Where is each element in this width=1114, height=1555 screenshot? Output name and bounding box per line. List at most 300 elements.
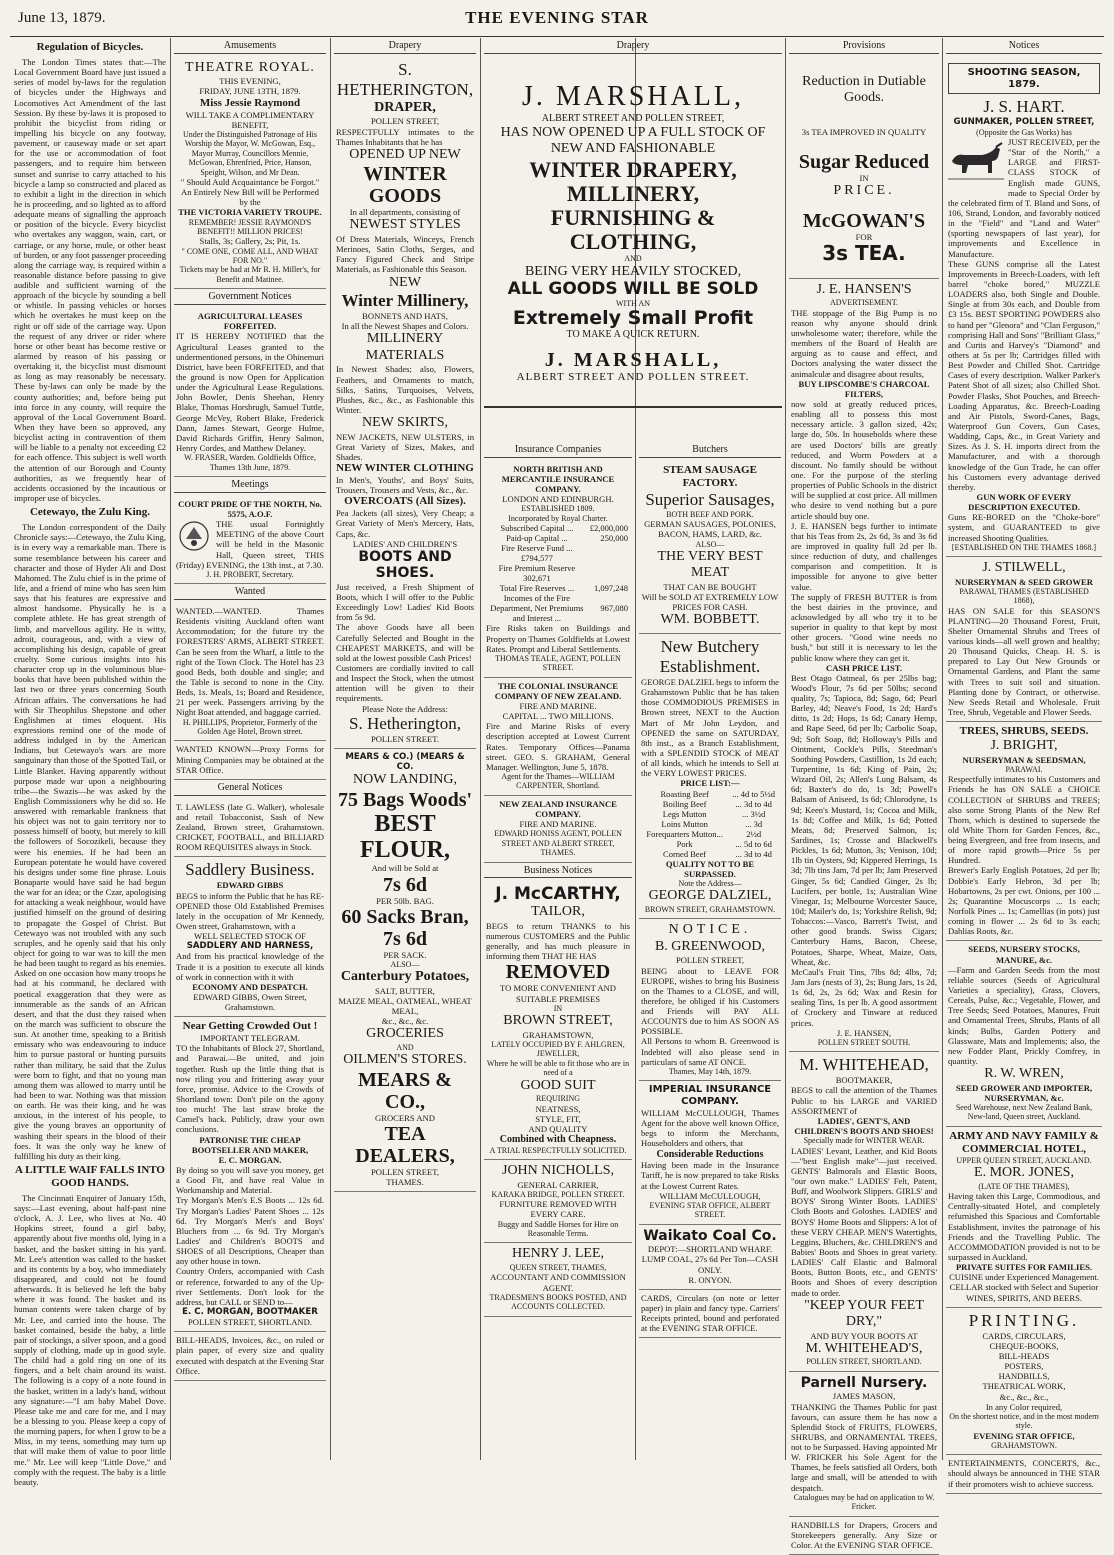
advert-line: PARAWAI, THAMES (ESTABLISHED 1868), xyxy=(959,586,1089,606)
advert-line: PATRONISE THE CHEAP BOOTSELLER AND MAKER, xyxy=(191,1134,309,1155)
advert-line: NEW xyxy=(389,274,421,290)
section-heading: Provisions xyxy=(789,40,939,54)
advert-line: LADIES' AND CHILDREN'S xyxy=(352,538,458,549)
waikato-coal-advert xyxy=(639,1225,781,1290)
column-divider xyxy=(330,38,331,1460)
advert-text: BEGS to call the attention of the Thames Public to his LARGE and VARIED ASSORTMENT of xyxy=(791,1085,937,1116)
advert-line: Sugar Reduced xyxy=(798,150,930,173)
advert-line: CAPITAL ... TWO MILLIONS. xyxy=(502,711,614,722)
table-cell: ... 4d to 5½d xyxy=(732,788,776,799)
advert-text: HAS NOW OPENED UP A FULL STOCK OF NEW AND FASHIONABLE xyxy=(500,124,766,157)
table-cell: Subscribed Capital ... xyxy=(500,523,574,534)
advert-text: BILL-HEADS, Invoices, &c., on ruled or plain paper, of every size and quality executed with despatch at the Evening Star Office. xyxy=(176,1335,324,1376)
issue-date: June 13, 1879. xyxy=(18,10,106,26)
advert-title: NORTH BRITISH AND MERCANTILE INSURANCE COMPANY. xyxy=(501,463,615,495)
table-row xyxy=(486,583,630,593)
column-divider xyxy=(170,38,171,1460)
advert-line: 60 Sacks Bran, xyxy=(341,905,469,928)
greenwood-notice xyxy=(639,919,781,1081)
advert-text: RESPECTFULLY intimates to the Thames Inhabitants that he has xyxy=(336,126,474,147)
table-cell: Fire Reserve Fund ... £794,577 xyxy=(501,543,573,564)
saddlery-advert xyxy=(174,857,326,1017)
hansen-advert xyxy=(789,279,939,1053)
table-cell: ... 3d to 4d xyxy=(735,798,772,809)
advert-line: Tickets may be had at Mr R. H. Miller's, for Benefit and Matinee. xyxy=(179,265,321,284)
advert-line: DRAPER, xyxy=(374,99,436,115)
advert-line: On the shortest notice, and in the most modern style. xyxy=(949,1411,1099,1431)
advert-line: Please Note the Address: xyxy=(362,703,448,714)
advert-line: GUNMAKER, POLLEN STREET, xyxy=(953,117,1095,128)
advert-line: REQUIRING xyxy=(536,1094,580,1104)
advert-line: THE VERY BEST MEAT xyxy=(657,548,763,581)
advert-text: Try Morgan's Men's E.S Boots ... 12s 6d. Try Morgan's Ladies' Patent Shoes ... 12s 6d. Try Morgan's Men's and Boys' Bluchers from ... 6s 9d. Try Morgan's Ladies' and Children's BOOTS and SHOES of all Descriptions, Cheaper than any other house in town. xyxy=(176,1195,324,1267)
advert-line: SEED GROWER AND IMPORTER, NURSERYMAN, &c. xyxy=(955,1082,1093,1103)
advert-title: S. HETHERINGTON, xyxy=(336,59,474,99)
nicholls-carrier-advert xyxy=(484,1160,632,1243)
advert-signature: M. WHITEHEAD'S, xyxy=(805,1340,923,1356)
advert-line: Where he will be able to fit those who are in need of a xyxy=(486,1058,630,1078)
advert-line: ALSO— xyxy=(390,959,420,969)
table-cell: Pork xyxy=(676,838,693,849)
table-row xyxy=(641,799,779,809)
advert-text: now sold at greatly reduced prices, enabling all to possess this most necessary article. 3 gallon sized, 42s; large do, 50s. In households where these are used Doctors' bills are greatly reduced, and Worm Powders at a discount. No family should be without one. For the purpose of the sterling properties of Public Schools in the district will be supplied at cost price. All millmen who desire to vend nothing but a pure article should buy one. xyxy=(791,398,937,521)
advert-text: Customers are cordially invited to call and Inspect the Stock, when the utmost attention will be given to their requirements. xyxy=(336,663,474,704)
advert-line: BROWN STREET, GRAHAMSTOWN. xyxy=(644,904,776,914)
advert-signature: WILLIAM McCULLOUGH, xyxy=(659,1190,761,1201)
advert-title: TREES, SHRUBS, SEEDS. xyxy=(959,725,1089,738)
advert-line: GENERAL CARRIER, xyxy=(517,1179,599,1190)
advert-line: AND BUY YOUR BOOTS AT xyxy=(810,1330,918,1341)
advert-line: NEW WINTER CLOTHING xyxy=(336,462,474,475)
advert-line: 3s TEA IMPROVED IN QUALITY xyxy=(801,126,927,137)
advert-line: 3s TEA. xyxy=(822,240,906,265)
advert-text: HAS ON SALE for this SEASON'S PLANTING—20 Thousand Forest, Fruit, Shelter Ornamental Shrubs and Trees of various kinds—all well grown and healthy; 20 Thousand Quicks, Cheap. H. S. is prepared to Lay Out New Grounds or Ornamental Gardens, and Plant the same with Trees to suit soil and situation. Planting done by Contract, or otherwise. New Seeds Retail and Wholesale. Fruit Tree, Shrub, Vegetable and Flower Seeds. xyxy=(948,605,1100,718)
section-heading: Drapery xyxy=(484,40,782,54)
table-row xyxy=(641,829,779,839)
advert-line: Thames, May 14th, 1879. xyxy=(668,1066,752,1076)
advert-title: New Butchery Establishment. xyxy=(659,636,761,676)
nz-insurance-advert xyxy=(484,796,632,863)
article-text: The London Times states that:—The Local Government Board have just issued a series of model by-laws for the regulation of bicycles under the Highways and Locomotives Act Amendment of the last Session. By these by-laws it is proposed to prohibit the bicyclist from riding or impelling his bicycle on any footway, pavement, or causeway made or set apart for the use or accommodation of foot passengers, and to require him between sunset and sunrise to carry attached to his bicycle a lamp so constructed and placed as to exhibit a light in the direction in which he is proceeding, and so lighted as to afford adequate means of signalling the approach or position of the bicycle. Every bicyclist who overtakes any waggon, wain, cart, or carriage, or any horse, mule, or other beast of burden, or any foot passenger proceeding along the carriage way, is required within a reasonable distance before passing to give audible and sufficient warning of the approach of the bicycle by sounding a bell or whistle. In passing vehicles or horses which he overtakes he must keep on the right or off side of the carriage way. Upon the request of any driver or rider where horse or other beast has become restive or alarmed by reason of his passing or overtaking it, the bicyclist must dismount as long as may reasonably be necessary. These by-laws can only be made by the county authorities; and, before being put into force in any county, will require the approval of the Local Government Board. When they have been so approved, any bicyclist acting in contravention of them will be liable to a penalty not exceeding £2 for each offence. This subject is well worth the attention of our Borough and County authorities, as we frequently hear of accidents occasioned by the incautious or improper use of bicycles. xyxy=(14,56,166,504)
advert-line: MEAL, xyxy=(391,1006,419,1017)
advert-line: BEING VERY HEAVILY STOCKED, xyxy=(524,263,742,279)
advert-text: In Men's, Youths', and Boys' Suits, Trousers, Trousers and Vests, &c., &c. xyxy=(336,475,474,496)
advert-title: SEEDS, NURSERY STOCKS, MANURE, &c. xyxy=(968,944,1080,965)
table-row xyxy=(641,819,779,829)
advert-title: Waikato Coal Co. xyxy=(643,1227,777,1244)
bootmaker-advert xyxy=(174,1017,326,1332)
advert-line: NEATNESS, xyxy=(535,1103,581,1114)
advert-line: IN xyxy=(859,172,869,183)
handbills-advert xyxy=(789,1517,939,1555)
advert-signature: THOMAS TEALE, AGENT, POLLEN STREET. xyxy=(495,653,621,673)
lee-accountant-advert xyxy=(484,1243,632,1316)
column-provisions xyxy=(789,38,939,1550)
advert-line: GOOD SUIT xyxy=(520,1077,596,1093)
table-row xyxy=(486,533,630,543)
advert-text: Pea Jackets (all sizes), Very Cheap; a Great Variety of Men's Mercery, Hats, Caps, &c. xyxy=(336,508,474,539)
section-heading: Butchers xyxy=(639,444,781,458)
advert-line: THIS EVENING, xyxy=(219,76,281,87)
advert-line: FURNITURE REMOVED WITH EVERY CARE. xyxy=(499,1199,617,1220)
advert-line: TEA DEALERS, xyxy=(355,1123,455,1168)
section-heading: Insurance Companies xyxy=(484,444,632,458)
tobacconist-advert xyxy=(174,799,326,858)
advert-line: ALL GOODS WILL BE SOLD xyxy=(507,279,759,300)
advert-title: Parnell Nursery. xyxy=(800,1374,928,1391)
advert-text: JUST RECEIVED, per the "Star of the North," a LARGE and FIRST-CLASS STOCK of English made GUNS, made to Special Order by the celebrated firm of T. Bland and Sons, of 106, Strand, London, and favorably noticed in the "Field" and "Land and Water" (sporting newspapers of last year), for improvements and Excellence in Manufacture. xyxy=(948,137,1100,259)
column-divider xyxy=(480,38,481,1460)
advert-line: IN xyxy=(553,1003,563,1013)
advert-title: PRINTING. xyxy=(968,1310,1080,1330)
article-text: The London correspondent of the Daily Chronicle says:—Cetewayo, the Zulu King, is in every way a remarkable man. There is some resemblance between his career and character and those of Hyder Ali and Dost Mahomed. The Zulu chief is in the prime of life, and a friend of mine who has seen him says that his features are expressive and almost handsome. Physically he is a complete athlete. He has great strength of limb, and marvellous agility. He is witty, adroit, courageous, and, with a view of accomplishing his design, capable of great cruelty. Some curious insights into his character crop up in the voluminous blue-books that have been published within the last two or three years concerning South African affairs. The conversations he had with Sir Theophilus Shepstone and other Englishmen at times eloquent. His expressions remind one of the mode of address indulged in by the American Indians, but Cetewayo's wars are more sanguinary than those of the Spotted Tail, or Little Blanket. Having apparently without purpose made war upon a neighbouring tribe—the Swazis—he was asked by the English Commissioners why he did so. He answered with remarkable frankness that his object was not to gain territory nor to possess himself of booty, but merely to kill the followers of Socozikeli, because they were his enemies. If he had been an European potentate he would have covered his designs under some fine phrase. Louis Bonaparte would have said he had begun the war for an idea; or the Czar, apologising for attacking a weak neighbour, would have justified himself on the ground of desiring to propagate the Gospel of Christ. But Cetewayo was not troubled with any such scruples, and he openly said that his only object for going to war was to kill the men he had been taught to regard as his enemies. Asked on one occasion how many troops he had at his command, he declared with poetical exaggeration that they were as innumerable as the sands of an African desert, and that the dust they raised when on the march was sufficient to obscure the sun. At another time, speaking to a British emissary who was endeavouring to induce him to pursue pastoral or hunting pursuits rather than military, he said that the Zulus were born to fight, and that no young man among them was allowed to marry until he had been to war. Nothing was that mission on earth. He was their king, and he was anxious, in the interest of his people, to give the young braves an opportunity of washing their spears in the blood of their foes. It was the only way he knew of fulfilling his duty as their king. xyxy=(14,522,166,1161)
colonial-insurance-advert xyxy=(484,678,632,796)
wanted-advert xyxy=(174,741,326,779)
advert-line: OPENED UP NEW xyxy=(349,146,461,162)
table-cell xyxy=(588,543,630,563)
advert-price: 7s 6d xyxy=(383,927,427,950)
advert-text: Brewer's Early English Potatoes, 2d per lb; Dobbie's Early Hebron, 3d per lb; Hobartowns, 2s per cwt. Onions, per 100 ... 2s; Quarantine Mocuscorps ... 1s each; Norfolk Pines ... 1s; Camellias (in pots) just coming in flower ... 2s 6d to 3s each; Dahlias Roots, &c. xyxy=(948,865,1100,937)
advert-text: —Farm and Garden Seeds from the most reliable sources (Seeds of Agricultural Varieties a speciality), Grass, Clovers, Cereals, Pulse, &c.; Vegetable, Flower, and Tree Seeds; Seed Potatoes, Manures, Fruit and Ornamental Trees, Shrubs, Plants of all kinds; Bulbs, Garden Pottery and Glassware, Mats and Implements; also, the new Fodder Plant, Prickly Comfrey, in quantity. xyxy=(948,964,1100,1067)
section-heading: Business Notices xyxy=(484,865,632,879)
advert-title: STEAM SAUSAGE FACTORY. xyxy=(663,463,757,489)
advert-text: TO the Inhabitants of Block 27, Shortland, and Parawai.—Be united, and join together. Rush up the little thing that is now riling you and frittering away your force, promise. Advice to the Crowds of Shortland town: Don't pile on the agony too much! The last straw broke the Camel's back. Publicly, draw your own conclusions. xyxy=(176,1043,324,1135)
advert-line: " COME ONE, COME ALL, AND WHAT FOR NO." xyxy=(181,246,319,266)
table-row xyxy=(486,563,630,583)
advert-line: POLLEN STREET, SHORTLAND. xyxy=(188,1317,312,1328)
advert-line: Considerable Reductions xyxy=(656,1148,764,1160)
table-cell: Roasting Beef xyxy=(660,788,709,799)
advert-line: McGOWAN'S xyxy=(802,209,926,232)
advert-text: McCaul's Fruit Tins, 7lbs 8d; 4lbs, 7d; Jam Jars (nests of 3), 2s; Bung Jars, 1s 2d, 1s 6d, 2s, 2s 6d; Wax and Resin for sealing Tins, 1s per lb. A good assortment of Crockery and Tinware at reduced prices. xyxy=(791,966,937,1028)
advert-line: CARDS, CIRCULARS, xyxy=(982,1330,1066,1341)
advert-line: BOTH BEEF AND PORK. xyxy=(666,509,754,519)
advert-signature: J. H. PROBERT, Secretary. xyxy=(206,569,294,579)
advert-text: Fire and Marine Risks of every description accepted at Lowest Current Rates. Temporary Offices—Panama street. GEO. S. GRAHAM, General Manager. Wellington, June 5, 1878. xyxy=(486,721,630,772)
advert-text: WILLIAM McCULLOUGH, Thames Agent for the above well known Office, begs to inform the Merchants, Householders and others, that xyxy=(641,1107,779,1149)
marshall-advert xyxy=(484,57,782,408)
advert-line: B. GREENWOOD, xyxy=(654,938,766,954)
advert-line: ALSO— xyxy=(695,539,725,549)
advert-line: In all departments, consisting of xyxy=(349,207,461,218)
advert-title: Reduction in Dutiable Goods. xyxy=(802,73,926,106)
advert-title: NEW ZEALAND INSURANCE COMPANY. xyxy=(499,798,617,819)
advert-line: In any Color required, xyxy=(985,1401,1063,1412)
table-row xyxy=(486,523,630,533)
advert-text: ENTERTAINMENTS, CONCERTS, &c., should always be announced in THE STAR if their promoters wish to achieve success. xyxy=(948,1458,1100,1489)
table-row xyxy=(486,543,630,563)
advert-title: J. McCARTHY, xyxy=(495,884,621,905)
advert-line: HANDBILLS, xyxy=(998,1371,1050,1382)
capital-table xyxy=(486,523,630,623)
advert-title: J. S. HART. xyxy=(983,97,1065,117)
advert-line: FRIDAY, JUNE 13TH, 1879. xyxy=(199,86,301,97)
advert-line: FIRE AND MARINE. xyxy=(519,700,597,711)
column-insurance xyxy=(484,442,632,1460)
wanted-advert xyxy=(174,603,326,741)
advert-line: CASH PRICE LIST. xyxy=(825,662,902,673)
advert-line: &c., &c., &c. xyxy=(381,1016,429,1027)
advert-text: BEGS to inform the Public that he has RE-OPENED those Old Established Premises lately in the occupation of Mr Kennedy, Owen street, Grahamstown, with a xyxy=(176,890,324,931)
north-british-insurance-advert xyxy=(484,461,632,678)
table-cell: Legs Mutton xyxy=(662,808,707,819)
advert-line: WINTER GOODS xyxy=(363,163,447,208)
advert-signature: R. ONYON. xyxy=(688,1274,732,1285)
advert-title: Saddlery Business. xyxy=(185,860,315,880)
advert-text: Country Orders, accompanied with Cash or reference, forwarded to any of the Up-river Settlements. Don't look for the address, but CALL or SEND to— xyxy=(176,1266,324,1307)
advert-text: In Newest Shades; also, Flowers, Feathers, and Ornaments to match, Silks, Satins, Turquoises, Velvets, Plushes, &c., &c., as Fashionable this Winter. xyxy=(336,364,474,415)
advert-text: T. LAWLESS (late G. Walker), wholesale and retail Tobacconist, Sash of New Zealand, Brown street, Grahamstown. CRICKET, FOOTBALL, and BILLIARD ROOM REQUISITES always in Stock. xyxy=(176,801,324,853)
advert-line: POLLEN STREET, xyxy=(675,955,745,966)
advert-line: EDWARD GIBBS xyxy=(216,880,284,891)
advert-text: Of Dress Materials, Winceys, French Merinoes, Satin Cloths, Serges, and Fancy Figured Check and Stripe Materials, as Fashionable this Season. xyxy=(336,234,474,275)
advert-line: WILL TAKE A COMPLIMENTARY BENEFIT, xyxy=(185,109,315,130)
advert-line: WELL SELECTED STOCK OF xyxy=(194,931,306,942)
advert-text: NEW JACKETS, NEW ULSTERS, in Great Variety of Sizes, Makes, and Shades. xyxy=(336,431,474,462)
section-heading: Notices xyxy=(946,40,1102,54)
advert-line: WITH AN xyxy=(616,299,650,309)
advert-line: NEW SKIRTS, xyxy=(361,415,449,431)
advert-line: E. MOR. JONES, xyxy=(974,1165,1074,1181)
advert-banner: SHOOTING SEASON, 1879. xyxy=(948,63,1100,95)
advert-line: GERMAN SAUSAGES, POLONIES, xyxy=(644,519,776,530)
advert-line: ALBERT STREET AND POLLEN STREET, xyxy=(541,112,725,124)
advert-signature: EDWARD HONISS AGENT, POLLEN STREET AND ALBERT STREET, THAMES. xyxy=(494,829,622,858)
cards-advert xyxy=(639,1290,781,1339)
advert-text: Guns RE-BORED on the "Choke-bore" system, and GUARANTEED to give increased Shooting Qualities. xyxy=(948,512,1100,543)
advert-line: REMEMBER! JESSIE RAYMOND'S BENEFIT!! MILLION PRICES! xyxy=(188,217,312,237)
article-heading: Cetewayo, the Zulu King. xyxy=(29,506,151,519)
advert-line: BONNETS AND HATS, xyxy=(362,311,448,322)
advert-line: PER 50lb. BAG. xyxy=(376,895,434,906)
whitehead-bootmaker-advert xyxy=(789,1052,939,1372)
section-heading: Wanted xyxy=(174,586,326,600)
table-row xyxy=(641,809,779,819)
advert-line: POSTERS, xyxy=(1004,1361,1044,1372)
advert-line: (Opposite the Gas Works) has xyxy=(976,127,1072,137)
advert-text: The above Goods have all been Carefully Selected and Bought in the CHEAPEST MARKETS, and will be sold at the lowest possible Cash Prices! xyxy=(336,622,474,663)
advert-text: THANKING the Thames Public for past favours, can assure them he has now a Splendid Stock of FRUITS, FLOWERS, SHRUBS, and ORNAMENTAL TREES, not to be Surpassed. Having appointed Mr W. FRICKER his Sole Agent for the Thames, he feels satisfied all Orders, both large and small, will be attended to with despatch. xyxy=(791,1401,937,1493)
hetherington-advert xyxy=(334,57,476,749)
advert-line: (LATE OF THE THAMES), xyxy=(978,1181,1070,1191)
advert-line: BILL-HEADS xyxy=(998,1351,1050,1362)
advert-line: POLLEN STREET, xyxy=(370,116,440,127)
advert-title: IMPERIAL INSURANCE COMPANY. xyxy=(648,1084,772,1108)
advert-line: E. C. MORGAN. xyxy=(218,1154,282,1165)
advert-line: BOOTMAKER, xyxy=(835,1075,893,1086)
advert-line: SALT, BUTTER, xyxy=(375,985,435,996)
parnell-nursery-advert xyxy=(789,1372,939,1517)
advert-line: QUALITY NOT TO BE SURPASSED. xyxy=(665,858,755,879)
advert-line: ADVERTISEMENT. xyxy=(829,298,899,308)
advert-text: BEING about to LEAVE FOR EUROPE, wishes to bring his Business on the Thames to a CLOSE, and will, therefore, be obliged if his Customers and Friends will PAY ALL ACCOUNTS due to him AS SOON AS POSSIBLE. xyxy=(641,965,779,1037)
table-cell: Fire Premium Reserve 302,671 xyxy=(498,563,576,584)
advert-title: COURT PRIDE OF THE NORTH, No. 5575, A.O.F. xyxy=(178,498,322,519)
stilwell-nursery-advert xyxy=(946,557,1102,722)
marshall-wide-advert xyxy=(484,38,782,438)
advert-line: GROCERIES xyxy=(366,1026,444,1042)
advert-line: OVERCOATS (All Sizes). xyxy=(344,495,466,508)
advert-line: AND xyxy=(396,1042,414,1052)
advert-text: CARDS, Circulars (on note or letter paper) in plain and fancy type. Carriers' Receipts printed, bound and perforated at the EVENING STAR OFFICE. xyxy=(641,1292,779,1334)
advert-text: These GUNS comprise all the Latest Improvements in Breech-Loaders, with left barrel "choke bored," MUZZLE LOADERS also, both Single and Double. Single at from 30s each, and Double from £3 15s. BEST SPORTING POWDERS also to hand per "Glenora" and "Clan Ferguson," comprising Hall and Sons' "Brilliant Glass," and Curtis and Harvey's "Diamond" and others at 5s per lb; Cartridges filled with Best Powder and Chilled Shot. Cartridge Cases of every description. Walker Parker's Patent Shot of all sizes; also Chilled Shot. Powder Flasks, Shot Pouches, and Breech-Loading Apparatus, &c. Breech-Loading and Air Pistols, Sword-Canes, Bags, Waterproof Gun Covers, Gun Cases, Wadding, Caps, &c., in Great Variety and Sizes. As J. S. H. imports direct from the Manufacturer, and with a thorough knowledge of the Gun Trade, he can offer his Customers every advantage derived thereby. xyxy=(948,258,1100,492)
advert-title: THEATRE ROYAL. xyxy=(185,59,315,75)
advert-line: CUISINE under Experienced Management. xyxy=(949,1272,1099,1283)
advert-line: TO MORE CONVENIENT AND SUITABLE PREMISES xyxy=(500,983,616,1004)
advert-line: FOR xyxy=(855,231,873,242)
advert-line: Stalls, 3s; Gallery, 2s; Pit, 1s. xyxy=(199,236,301,247)
advert-line: MAIZE MEAL, OATMEAL, WHEAT xyxy=(338,996,472,1006)
advert-line: &c., &c., &c., xyxy=(999,1391,1049,1402)
masthead xyxy=(0,0,1114,36)
newspaper-title: THE EVENING STAR xyxy=(465,8,649,27)
advert-line: " Should Auld Acquaintance be Forgot." xyxy=(180,177,320,188)
advert-line: AND QUALITY xyxy=(528,1123,588,1134)
advert-line: TAILOR, xyxy=(531,904,585,920)
advert-line: BROWN STREET, xyxy=(503,1013,613,1029)
column-drapery xyxy=(334,38,476,1460)
advert-text: Having taken this Large, Commodious, and Centrally-situated Hotel, and completely refurnished this Spacious and Comfortable Establishment, invites the patronage of his Friends and the Travelling Public. The ACCOMMODATION provided is not to be surpassed in Auckland. xyxy=(948,1191,1100,1262)
advert-title: Near Getting Crowded Out ! xyxy=(182,1020,318,1033)
table-cell: ... 5d to 6d xyxy=(735,838,772,849)
advert-line: KARAKA BRIDGE, POLLEN STREET. xyxy=(491,1189,625,1199)
advert-title: NOTICE. xyxy=(668,922,752,938)
advert-text: Having been made in the Insurance Tariff, he is now prepared to take Risks at the Lowest Current Rates. xyxy=(641,1160,779,1191)
advert-line: GRAHAMSTOWN, xyxy=(522,1029,594,1040)
advert-line: BUY LIPSCOMBE'S CHARCOAL FILTERS, xyxy=(798,378,930,399)
advert-line: SADDLERY AND HARNESS, xyxy=(186,941,314,952)
advert-line: LUMP COAL, 27s 6d Per Ton—CASH ONLY. xyxy=(641,1254,779,1275)
advert-signature: Agent for the Thames—WILLIAM CARPENTER, Shortland. xyxy=(501,771,615,791)
advert-line: Seed Warehouse, next New Zealand Bank, New-land, Queen street, Auckland. xyxy=(955,1102,1093,1122)
meeting-notice xyxy=(174,496,326,584)
section-heading: Government Notices xyxy=(174,291,326,305)
advert-line: PER SACK. xyxy=(383,949,427,960)
advert-line: THAMES. xyxy=(386,1177,424,1188)
advert-line: TO MAKE A QUICK RETURN. xyxy=(566,329,700,341)
advert-line: BEST FLOUR, xyxy=(360,810,450,864)
advert-line: J. BRIGHT, xyxy=(990,738,1058,754)
advert-line: NURSERYMAN & SEEDSMAN, xyxy=(962,754,1086,765)
advert-line: Canterbury Potatoes, xyxy=(340,969,470,985)
advert-line: And will be Sold at xyxy=(371,863,439,874)
masthead-rule xyxy=(10,36,1104,37)
section-heading: Amusements xyxy=(174,40,326,54)
advert-line: ECONOMY AND DESPATCH. xyxy=(192,981,308,992)
advert-line: THEATRICAL WORK, xyxy=(982,1381,1066,1392)
table-cell: Total Fire Reserves ... xyxy=(499,583,575,594)
section-heading: Drapery xyxy=(334,40,476,54)
advert-line: EVENING STAR OFFICE, ALBERT STREET. xyxy=(649,1200,771,1220)
advert-line: PRIVATE SUITES FOR FAMILIES. xyxy=(955,1262,1093,1273)
advert-line: LONDON AND EDINBURGH. xyxy=(502,494,614,505)
advert-line: UPPER QUEEN STREET, AUCKLAND. xyxy=(956,1155,1092,1165)
mears-advert xyxy=(334,749,476,1192)
hart-gunmaker-advert xyxy=(946,57,1102,557)
advert-line: Specially made for WINTER WEAR. xyxy=(803,1136,925,1146)
advert-signature: WM. BOBBETT. xyxy=(660,612,760,628)
advert-line: 75 Bags Woods' xyxy=(337,788,473,811)
advert-line: BOOTS AND SHOES. xyxy=(358,548,452,582)
advert-title: J. MARSHALL, xyxy=(522,80,744,112)
butchery-advert xyxy=(639,634,781,919)
advert-text: Fire Risks taken on Buildings and Property on Thames Goldfields at Lowest Rates. Prompt and Liberal Settlements. xyxy=(486,623,630,654)
price-list-table xyxy=(641,789,779,859)
advert-line: Incorporated by Royal Charter. xyxy=(508,513,608,523)
advert-price: 7s 6d xyxy=(383,873,427,896)
wren-seeds-advert xyxy=(946,941,1102,1126)
advert-line: Extremely Small Profit xyxy=(512,307,754,330)
table-cell xyxy=(588,563,630,583)
advert-line: "KEEP YOUR FEET DRY," xyxy=(804,1297,924,1330)
advert-line: THAT CAN BE BOUGHT xyxy=(663,581,757,592)
imperial-insurance-advert xyxy=(639,1081,781,1224)
table-cell: Corned Beef xyxy=(663,848,707,859)
advert-title: J. E. HANSEN'S xyxy=(816,281,912,297)
advert-text: By doing so you will save you money, get a Good Fit, and have real Value in Workmanship and Material. xyxy=(176,1165,324,1196)
table-cell: 2½d xyxy=(746,828,762,839)
advert-line: CHEQUE-BOOKS, xyxy=(989,1340,1059,1351)
advert-text: WANTED KNOWN—Proxy Forms for Mining Companies may be obtained at the STAR Office. xyxy=(176,744,324,775)
government-notice xyxy=(174,308,326,477)
advert-title: JOHN NICHOLLS, xyxy=(502,1163,614,1179)
advert-signature: J. E. HANSEN, xyxy=(836,1027,892,1038)
advert-line: ESTABLISHED 1809. xyxy=(521,504,595,514)
advert-line: ALBERT STREET AND POLLEN STREET. xyxy=(516,371,750,384)
advert-line: POLLEN STREET SOUTH. xyxy=(817,1037,911,1047)
advert-title: AGRICULTURAL LEASES FORFEITED. xyxy=(197,311,303,332)
advert-title: HENRY J. LEE, xyxy=(511,1246,605,1262)
advert-line: ACCOUNTANT AND COMMISSION AGENT. xyxy=(490,1272,626,1293)
advert-line: BACON, HAMS, LARD, &c. xyxy=(658,529,762,540)
advert-line: S. Hetherington, xyxy=(349,713,461,733)
bright-nursery-advert xyxy=(946,722,1102,941)
advert-line: Catalogues may be had on application to W. Fricker. xyxy=(793,1492,935,1512)
advert-line: In all the Newest Shapes and Colors. xyxy=(341,321,469,332)
theatre-advert xyxy=(174,57,326,290)
article-text: The Cincinnati Enquirer of January 15th, says:—Last evening, about half-past nine o'clock, A. J. Lee, who lives at No. 40 Hopkins street, found a girl baby, apparently about five months old, lying in a basket, and the basket sitting in his yard. Mr. Lee's attention was called to the basket and its contents by a boy, who immediately disappeared, and could not be found afterwards. It is believed he left the baby where it was found. The basket and its human contents were taken charge of by Mr. Lee, and carried into the house. The basket contained, beside the baby, a little pair of stockings, a silver spoon, and a good supply of clothing, made up in good style. The child had a gold ring on one of its fingers, and a belt chain around its waist. The following is a copy of a note found in the basket, written in a lady's hand, without any signature:—"I am baby Mabel Dove. Please take me and care for me, and I may be a blessing to you. Please keep a copy of the morning papers, for when I grow to be a Miss, in my teens, something may turn up that will make them of value to poor little me." Mr. Lee will keep "Little Dove," and comply with the request. The baby is a little beauty. xyxy=(14,1192,166,1487)
advert-text: IT IS HEREBY NOTIFIED that the Agricultural Leases granted to the undermentioned persons, in the Ohinemuri District, have been FORFEITED, and that the ground is now Open for Application under the Agricultural Lease Regulations. John Bowler, Denis Sheehan, Henry Blake, Thomas Horsbrugh, Samuel Tuttle, George McVey, Robert Blake, Frederick Dann, James Stewart, George Hulme, David Richards Griffin, Henry Salmon, Henry Cordes, and Matthew Delaney. xyxy=(176,331,324,453)
advert-title: THE COLONIAL INSURANCE COMPANY OF NEW ZEALAND. xyxy=(494,680,622,701)
table-cell: Paid-up Capital ... xyxy=(506,533,568,544)
advert-signature: J. MARSHALL, xyxy=(544,349,722,372)
table-row xyxy=(641,789,779,799)
column-articles xyxy=(14,38,166,1487)
advert-title: J. STILWELL, xyxy=(982,560,1066,576)
advert-line: LATELY OCCUPIED BY F. AHLGREN, JEWELLER, xyxy=(491,1039,625,1059)
crest-emblem-icon xyxy=(176,519,212,553)
advert-text: J. E. HANSEN begs further to intimate that his Teas from 2s, 2s 6d, 3s and 3s 6d are improved in quality full 2d per lb. since reduction of duty, and challenges comparison and competition. It is impossible for anyone to give better value. xyxy=(791,520,937,592)
table-cell: ... 3½d xyxy=(741,808,766,819)
column-notices xyxy=(946,38,1102,1489)
table-row xyxy=(641,839,779,849)
advert-line: GUN WORK OF EVERY DESCRIPTION EXECUTED. xyxy=(968,491,1080,513)
advert-line: PRICE LIST:— xyxy=(680,778,740,789)
advert-text: And from his practical knowledge of the Trade it is a position to execute all kinds of work in connection with it with xyxy=(176,951,324,982)
advert-line: GROCERS AND xyxy=(375,1112,435,1123)
advert-text: Just received, a Fresh Shipment of Boots, which I will offer to the Public Exceedingly Low! Ladies' Kid Boots from 5s 9d. xyxy=(336,581,474,623)
column-amusements xyxy=(174,38,326,1460)
advert-line: FURNISHING & CLOTHING, xyxy=(550,205,716,255)
advert-line: Under the Distinguished Patronage of His Worship the Mayor, W. McGowan, Esq., Mayor Murray, Councillors Mennie, McGowan, Ehrenfried, Price, Hanson, Speight, Wilson, and Mr Dean. xyxy=(183,129,317,177)
advert-text: THE stoppage of the Big Pump is no reason why anyone should drink unwholesome water; therefore, while the members of the Board of Health are arguing as to cause and effect, and Doctors analysing the water dissect the animalculæ and disagree about results, xyxy=(791,307,937,379)
advert-text: GEORGE DALZIEL begs to inform the Grahamstown Public that he has taken those COMMODIOUS PREMISES in Brown street, NEXT to the Auction Mart of Mr John Leydon, and OPENED the same on SATURDAY, 8th inst., as a Branch Establishment, with a SPLENDID STOCK of MEAT of all kinds, which he intends to Sell at the VERY LOWEST PRICES. xyxy=(641,677,779,779)
article-heading: A LITTLE WAIF FALLS INTO GOOD HANDS. xyxy=(15,1163,165,1189)
advert-line: LADIES', GENT'S, AND CHILDREN'S BOOTS AND SHOES! xyxy=(794,1115,934,1137)
advert-line: A TRIAL RESPECTFULLY SOLICITED. xyxy=(489,1145,627,1155)
advert-line: POLLEN STREET, xyxy=(370,1167,440,1178)
advert-line: Superior Sausages, xyxy=(645,489,775,509)
